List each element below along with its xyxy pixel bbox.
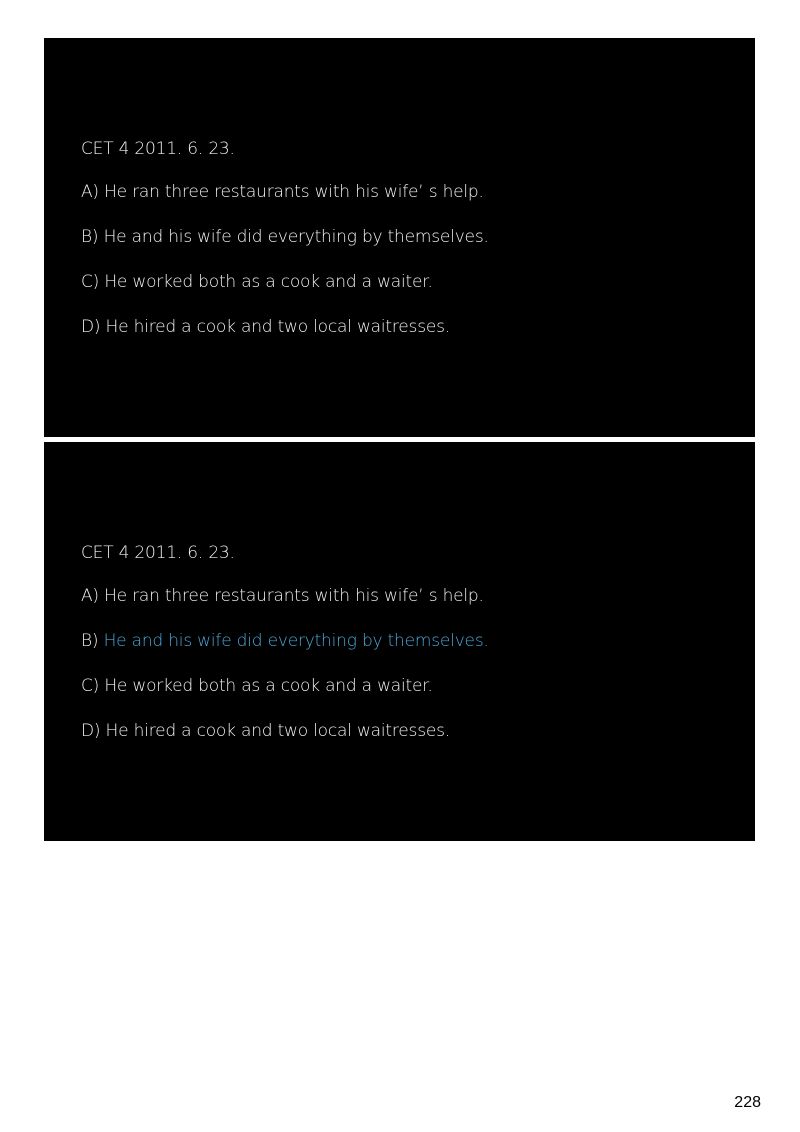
option-text: He worked both as a cook and a waiter. <box>104 272 433 292</box>
option-text: He ran three restaurants with his wife’ s help. <box>104 586 484 606</box>
option-a <box>81 583 489 609</box>
option-key: D) <box>81 317 101 337</box>
option-key: A) <box>81 182 99 202</box>
option-key: C) <box>81 676 100 696</box>
slide-title: CET 4 2011. 6. 23. <box>81 139 235 159</box>
option-text: He ran three restaurants with his wife’ s help. <box>104 182 484 202</box>
option-key: A) <box>81 586 99 606</box>
slide-answer <box>44 442 755 841</box>
option-key: B) <box>81 227 99 247</box>
option-b-correct-answer <box>81 628 489 654</box>
page-number: 228 <box>734 1094 761 1111</box>
slide-question <box>44 38 755 437</box>
option-text: He and his wife did everything by themselves. <box>103 227 489 247</box>
option-b <box>81 224 489 250</box>
option-c <box>81 269 489 295</box>
option-text: He worked both as a cook and a waiter. <box>104 676 433 696</box>
slide-content <box>81 136 489 359</box>
option-text: He hired a cook and two local waitresses. <box>105 721 450 741</box>
option-a <box>81 179 489 205</box>
option-key: D) <box>81 721 101 741</box>
option-text: He hired a cook and two local waitresses. <box>105 317 450 337</box>
slide-title: CET 4 2011. 6. 23. <box>81 543 235 563</box>
option-c <box>81 673 489 699</box>
option-text-highlighted: He and his wife did everything by themselves. <box>103 631 489 651</box>
option-d <box>81 718 489 744</box>
slide-content <box>81 540 489 763</box>
option-key: B) <box>81 631 99 651</box>
option-key: C) <box>81 272 100 292</box>
option-d <box>81 314 489 340</box>
